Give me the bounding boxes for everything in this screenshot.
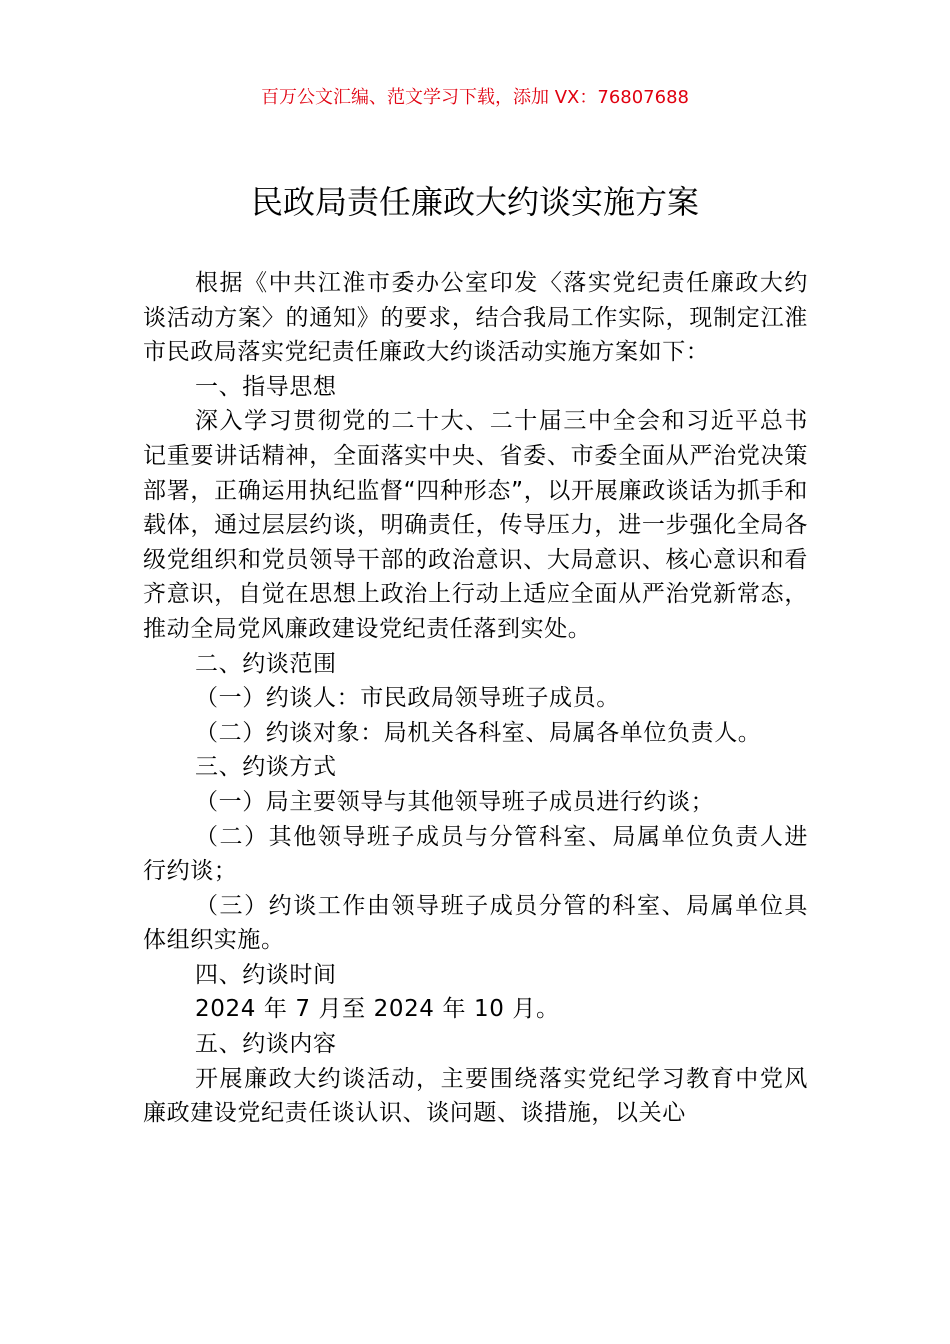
header-watermark: 百万公文汇编、范文学习下载，添加 VX：76807688 <box>261 87 689 108</box>
method-item-2: （二）其他领导班子成员与分管科室、局属单位负责人进行约谈； <box>143 823 808 885</box>
section-heading-method: 三、约谈方式 <box>195 754 337 781</box>
scope-item-2: （二）约谈对象：局机关各科室、局属各单位负责人。 <box>195 719 762 746</box>
section-heading-guiding-ideology: 一、指导思想 <box>195 373 337 400</box>
document-title: 民政局责任廉政大约谈实施方案 <box>250 183 699 221</box>
content-paragraph: 开展廉政大约谈活动，主要围绕落实党纪学习教育中党风廉政建设党纪责任谈认识、谈问题、谈措施，以关心 <box>143 1065 808 1127</box>
method-item-3: （三）约谈工作由领导班子成员分管的科室、局属单位具体组织实施。 <box>143 892 808 954</box>
intro-paragraph: 根据《中共江淮市委办公室印发〈落实党纪责任廉政大约谈活动方案〉的通知》的要求，结合我局工作实际，现制定江淮市民政局落实党纪责任廉政大约谈活动实施方案如下： <box>143 270 808 366</box>
document-body <box>143 266 808 1131</box>
section-heading-scope: 二、约谈范围 <box>195 650 337 677</box>
section-heading-time: 四、约谈时间 <box>195 961 337 988</box>
method-item-1: （一）局主要领导与其他领导班子成员进行约谈； <box>195 788 715 815</box>
scope-item-1: （一）约谈人：市民政局领导班子成员。 <box>195 685 620 712</box>
time-paragraph: 2024 年 7 月至 2024 年 10 月。 <box>195 996 560 1023</box>
section-heading-content: 五、约谈内容 <box>195 1031 337 1058</box>
guiding-ideology-paragraph: 深入学习贯彻党的二十大、二十届三中全会和习近平总书记重要讲话精神，全面落实中央、省委、市委全面从严治党决策部署，正确运用执纪监督“四种形态”，以开展廉政谈话为抓手和载体，通过层层约谈，明确责任，传导压力，进一步强化全局各级党组织和党员领导干部的政治意识、大局意识、核心意识和看齐意识，自觉在思想上政治上行动上适应全面从严治党新常态，推动全局党风廉政建设党纪责任落到实处。 <box>143 408 808 642</box>
